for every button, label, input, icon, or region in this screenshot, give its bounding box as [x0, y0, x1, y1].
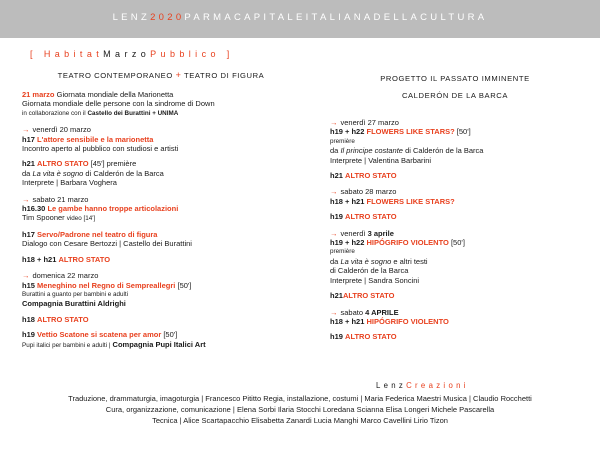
event-time: h16.30	[22, 204, 46, 214]
event-title: ALTRO STATO	[345, 171, 397, 181]
event-time: h18 + h21	[330, 316, 365, 326]
event-time: h17	[22, 134, 35, 144]
date-sabato-4	[330, 308, 580, 317]
event-title: L'attore sensibile e la marionetta	[37, 134, 154, 144]
credit-line-1: Traduzione, drammaturgia, imagoturgia | Francesco Pititto Regia, installazione, costumi | Maria Federica Maestri Musica | Claudio Rocchetti	[68, 394, 532, 403]
event-title: FLOWERS LIKE STARS?	[366, 127, 455, 137]
arrow-icon: →	[330, 228, 338, 238]
event-time: h18 + h21	[22, 254, 57, 264]
right-column	[330, 70, 580, 342]
collab-prefix: in collaborazione con il	[22, 109, 86, 117]
event-desc: Burattini a guanto per bambini e adulti	[22, 290, 129, 298]
date-label: 3 aprile	[367, 228, 394, 238]
event-title: HIPÓGRIFO VIOLENTO	[366, 238, 449, 248]
desc-suffix: di Calderón de la Barca	[85, 168, 164, 178]
event-time: h21	[330, 171, 343, 181]
date-label: venerdì 20 marzo	[32, 125, 91, 135]
subtitle-habitat: Habitat	[43, 49, 104, 59]
heading-figura: TEATRO DI FIGURA	[184, 71, 265, 80]
date-prefix: venerdì	[340, 228, 366, 238]
desc-italic: La vita è sogno	[32, 168, 84, 178]
event-time: h21	[330, 291, 343, 301]
event-time: h21	[22, 159, 35, 169]
event-title: ALTRO STATO	[342, 291, 395, 301]
desc-italic: Il principe costante	[340, 146, 403, 156]
brand-lenz: Lenz	[376, 381, 407, 390]
heading-calderon: CALDERÓN DE LA BARCA	[401, 91, 509, 100]
desc-suffix: e altri testi	[393, 256, 428, 266]
desc-suffix: di Calderón de la Barca	[405, 146, 484, 156]
arrow-icon: →	[330, 187, 338, 197]
date-label: sabato 21 marzo	[32, 194, 89, 204]
event-time: h19	[22, 330, 35, 340]
event-desc: Pupi italici per bambini e adulti |	[22, 341, 111, 349]
event-title: FLOWERS LIKE STARS?	[366, 196, 455, 206]
event-time: h19	[330, 332, 343, 342]
date-prefix: sabato	[340, 307, 364, 317]
intro-line2: Giornata mondiale delle persone con la sindrome di Down	[22, 99, 215, 109]
date-label: domenica 22 marzo	[32, 271, 99, 281]
event-title: HIPÓGRIFO VIOLENTO	[366, 316, 449, 326]
subtitle-marzo: Marzo	[103, 49, 151, 59]
desc-prefix: da	[330, 146, 339, 156]
event-title: Servo/Padrone nel teatro di figura	[37, 229, 158, 239]
event-duration: [50']	[450, 238, 465, 248]
date-label: sabato 28 marzo	[340, 187, 397, 197]
event-duration: [50']	[163, 330, 178, 340]
left-column	[22, 70, 312, 350]
event-time: h19	[330, 212, 343, 222]
event-duration: [50']	[456, 127, 471, 137]
date-sabato-21	[22, 195, 312, 204]
left-heading	[22, 70, 300, 80]
event-desc: Incontro aperto al pubblico con studiosi e artisti	[22, 144, 179, 154]
arrow-icon: →	[22, 194, 30, 204]
event-title: ALTRO STATO	[58, 254, 111, 264]
event-cast: Interprete | Sandra Soncini	[330, 275, 420, 285]
date-sabato-28	[330, 187, 580, 196]
intro-block	[22, 90, 312, 118]
arrow-icon: →	[22, 125, 30, 135]
event-cast: Interprete | Valentina Barbarini	[330, 155, 432, 165]
event-title: ALTRO STATO	[37, 159, 89, 169]
event-title: ALTRO STATO	[345, 332, 397, 342]
event-time: h15	[22, 280, 35, 290]
arrow-icon: →	[330, 118, 338, 127]
banner-year: 2020	[150, 12, 185, 23]
event-time: h19 + h22	[330, 238, 365, 248]
heading-contemporaneo: TEATRO CONTEMPORANEO	[57, 71, 173, 80]
banner-lenz: LENZ	[112, 12, 151, 23]
brand-creazioni: Creazioni	[406, 381, 469, 390]
arrow-icon: →	[22, 271, 30, 281]
lenz-creazioni-brand	[376, 381, 469, 390]
banner-rest: PARMACAPITALEITALIANADELLACULTURA	[184, 12, 488, 23]
credits	[0, 394, 600, 426]
event-desc-video: video [14']	[66, 215, 96, 223]
event-title: ALTRO STATO	[345, 212, 397, 222]
desc-prefix: da	[22, 168, 31, 178]
festival-subtitle: [ HabitatMarzoPubblico ]	[30, 49, 234, 59]
event-time: h17	[22, 229, 35, 239]
event-company: Compagnia Burattini Aldrighi	[22, 299, 126, 309]
event-title: ALTRO STATO	[37, 314, 89, 324]
date-venerdi-20	[22, 125, 312, 134]
right-heading	[330, 70, 580, 104]
desc-prefix: da	[330, 256, 339, 266]
event-time: h18 + h21	[330, 196, 365, 206]
arrow-icon: →	[330, 307, 338, 317]
event-duration: [45'] première	[90, 159, 137, 169]
event-desc: Dialogo con Cesare Bertozzi | Castello dei Burattini	[22, 239, 192, 249]
date-venerdi-3	[330, 229, 580, 238]
date-venerdi-27	[330, 118, 580, 127]
intro-date: 21 marzo	[22, 90, 55, 99]
credit-line-2: Cura, organizzazione, comunicazione | Elena Sorbi Ilaria Stocchi Loredana Scianna Elisa Longeri Michele Pascarella	[105, 404, 495, 414]
credit-line-3: Tecnica | Alice Scartapacchio Elisabetta Zanardi Lucia Manghi Marco Cavellini Lirio Tizon	[152, 415, 448, 425]
subtitle-pubblico: Pubblico	[150, 49, 220, 59]
top-banner	[0, 0, 600, 38]
event-time: h18	[22, 314, 35, 324]
event-duration: [50']	[177, 280, 192, 290]
banner-title	[0, 12, 600, 23]
collab-bold: Castello dei Burattini + UNIMA	[87, 109, 179, 117]
desc-italic: La vita è sogno	[340, 256, 392, 266]
date-domenica-22	[22, 271, 312, 280]
date-label: venerdì 27 marzo	[340, 118, 399, 127]
event-cast: Interprete | Barbara Voghera	[22, 178, 117, 188]
event-time: h19 + h22	[330, 127, 365, 137]
event-premiere: première	[330, 137, 355, 145]
event-desc: Tim Spooner	[22, 213, 65, 223]
heading-plus: +	[175, 70, 182, 80]
event-desc: di Calderón de la Barca	[330, 266, 409, 276]
intro-line1: Giornata mondiale della Marionetta	[56, 90, 174, 99]
event-premiere: première	[330, 248, 355, 256]
event-title: Vettio Scatone si scatena per amor	[37, 330, 162, 340]
event-title: Le gambe hanno troppe articolazioni	[47, 204, 179, 214]
event-company: Compagnia Pupi Italici Art	[112, 339, 206, 349]
heading-passato: PROGETTO IL PASSATO IMMINENTE	[380, 74, 530, 83]
event-title: Meneghino nel Regno di Sempreallegri	[37, 280, 176, 290]
date-label: 4 APRILE	[365, 307, 399, 317]
